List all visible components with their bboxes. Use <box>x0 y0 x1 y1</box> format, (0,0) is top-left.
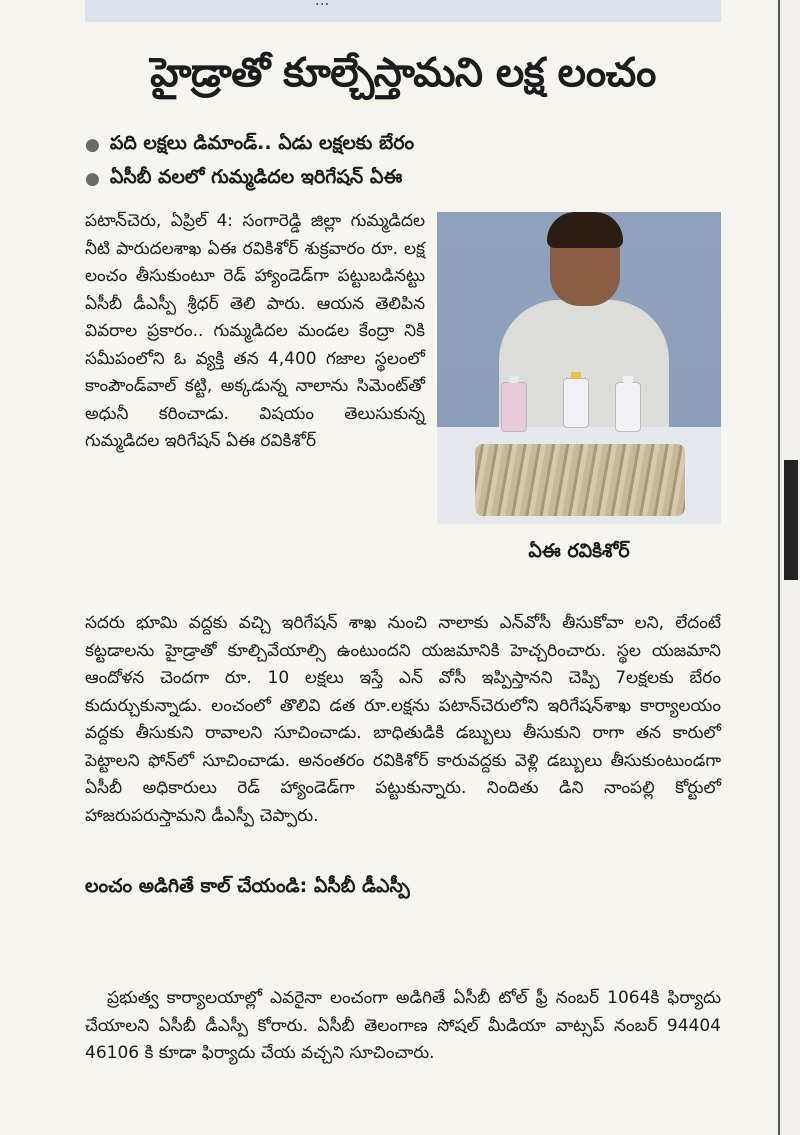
bullet-item <box>85 128 721 162</box>
article-paragraph: పటాన్‌చెరు, ఏప్రిల్‌ 4: సంగారెడ్డి జిల్లా గుమ్మడిదల నీటి పారుదలశాఖ ఏఈ రవికిశోర్‌ శుక్రవారం రూ. లక్ష లంచం తీసుకుంటూ రెడ్‌ హ్యాండెడ్‌గా పట్టుబడినట్టు ఏసీబీ డీఎస్పీ శ్రీధర్‌ తెలి పారు. ఆయన తెలిపిన వివరాల ప్రకారం.. గుమ్మడిదల మండల కేంద్రా నికి సమీపంలోని ఓ వ్యక్తి తన 4,400 గజాల స్థలంలో కాంపౌండ్‌వాల్‌ కట్టి, అక్కడున్న నాలాను సిమెంట్‌తో అధునీ కరించాడు. విషయం తెలుసుకున్న గుమ్మడిదల ఇరిగేషన్‌ ఏఈ రవికిశోర్‌ <box>85 211 425 451</box>
subheading: లంచం అడిగితే కాల్‌ చేయండి: ఏసీబీ డీఎస్పీ <box>85 875 410 897</box>
photo-bottle <box>563 378 589 428</box>
headline: హైడ్రాతో కూల్చేస్తామని లక్ష లంచం <box>150 50 656 96</box>
bullet-text: ఏసీబీ వలలో గుమ్మడిదల ఇరిగేషన్‌ ఏఈ <box>109 165 403 188</box>
article-paragraph: సదరు భూమి వద్దకు వచ్చి ఇరిగేషన్‌ శాఖ నుంచి నాలాకు ఎన్‌వోసీ తీసుకోవా లని, లేదంటే కట్టడాలను హైడ్రాతో కూల్చివేయాల్సి ఉంటుందని యజమానికి హెచ్చరించారు. స్థల యజమాని ఆందోళన చెందగా రూ. 10 లక్షలు ఇస్తే ఎన్‌ వోసీ ఇప్పిస్తానని చెప్పి 7లక్షలకు బేరం కుదుర్చుకున్నాడు. లంచంలో తొలివి డత రూ.లక్షను పటాన్‌చెరులోని ఇరిగేషన్‌శాఖ కార్యాలయం వద్దకు తీసుకుని రావాలని సూచించాడు. బాధితుడికి డబ్బులు తీసుకుని రాగా తన కారులో పెట్టాలని ఫోన్‌లో సూచించాడు. అనంతరం రవికిశోర్‌ కారువద్దకు వెళ్లి డబ్బులు తీసుకుంటుండగా ఏసీబీ అధికారులు రెడ్‌ హ్యాండెడ్‌గా పట్టుకున్నారు. నిందితు డిని నాంపల్లి కోర్టులో హాజరుపరుస్తామని డీఎస్పీ చెప్పారు. <box>85 613 721 826</box>
article-full-width-text <box>85 610 721 830</box>
adjacent-dark-block <box>784 460 798 580</box>
bullet-text: పది లక్షలు డిమాండ్‌.. ఏడు లక్షలకు బేరం <box>109 131 415 154</box>
photo-bottle <box>501 382 527 432</box>
bullet-dot-icon: ● <box>85 169 100 189</box>
previous-article-text: ... <box>315 0 330 9</box>
bullet-points <box>85 128 721 196</box>
photo-currency-notes <box>475 444 685 516</box>
previous-article-strip <box>85 0 721 22</box>
bullet-dot-icon: ● <box>85 135 100 155</box>
article-column-text <box>85 208 425 456</box>
photo-person-hair <box>547 212 623 248</box>
adjacent-column-edge <box>778 0 800 1135</box>
closing-text <box>85 985 721 1068</box>
photo-bottle <box>615 382 641 432</box>
photo-caption: ఏఈ రవికిశోర్‌ <box>528 540 630 562</box>
accused-photo <box>437 212 721 524</box>
bullet-item <box>85 162 721 196</box>
closing-paragraph: ప్రభుత్వ కార్యాలయాల్లో ఎవరైనా లంచంగా అడిగితే ఏసీబీ టోల్‌ ఫ్రీ నంబర్‌ 1064కి ఫిర్యాదు చేయాలని ఏసీబీ డీఎస్పీ కోరారు. ఏసీబీ తెలంగాణ సోషల్‌ మీడియా వాట్సప్‌ నంబర్‌ 94404 46106 కి కూడా ఫిర్యాదు చేయ వచ్చని సూచించారు. <box>85 988 721 1063</box>
